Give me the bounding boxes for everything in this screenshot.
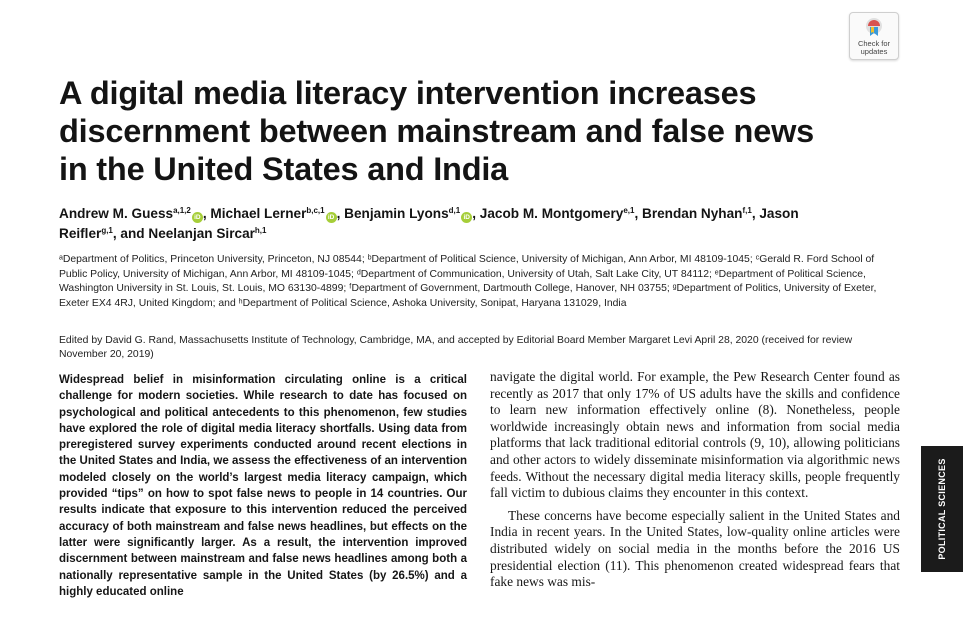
author-affiliation-marks: g,1: [101, 225, 113, 235]
affiliations: ᵃDepartment of Politics, Princeton University, Princeton, NJ 08544; ᵇDepartment of Political Science, University of Michigan, Ann Arbor, MI 48109-1045; ᶜGerald R. Ford School of Public Policy, University of Michigan, Ann Arbor, MI 48109-1045; ᵈDepartment of Communication, University of Utah, Salt Lake City, UT 84112; ᵉDepartment of Political Science, Washington University in St. Louis, St. Louis, MO 63130-4899; ᶠDepartment of Government, Dartmouth College, Hanover, NH 03755; ᵍDepartment of Politics, University of Exeter, Exeter EX4 4RJ, United Kingdom; and ʰDepartment of Political Science, Ashoka University, Sonipat, Haryana 131029, India: [59, 254, 877, 309]
author-affiliation-marks: f,1: [742, 206, 752, 215]
section-tab: [921, 446, 963, 572]
author-name: Jason Reifler: [59, 206, 799, 241]
check-for-updates-badge[interactable]: [849, 12, 899, 60]
article-title: A digital media literacy intervention increases discernment between mainstream and false news in the United States and India: [59, 75, 815, 187]
author[interactable]: [480, 206, 635, 221]
author[interactable]: [148, 226, 266, 241]
section-tab-label: POLITICAL SCIENCES: [937, 458, 947, 560]
edited-by: Edited by David G. Rand, Massachusetts Institute of Technology, Cambridge, MA, and accepted by Editorial Board Member Margaret Levi April 28, 2020 (received for review November 20, 2019): [59, 335, 853, 360]
author-affiliation-marks: a,1,2: [173, 206, 191, 215]
author-name: Jacob M. Montgomery: [479, 206, 624, 221]
author-separator: ,: [751, 206, 760, 221]
author-affiliation-marks: e,1: [623, 206, 635, 215]
author-list: [59, 204, 859, 243]
badge-line1: Check for: [857, 39, 891, 48]
author[interactable]: [210, 206, 336, 221]
author-separator: ,: [336, 206, 345, 221]
orcid-icon[interactable]: iD: [461, 212, 472, 223]
author-name: Neelanjan Sircar: [148, 225, 255, 241]
orcid-icon[interactable]: iD: [326, 212, 337, 223]
body-column: [490, 369, 900, 591]
author[interactable]: [344, 206, 472, 221]
author-separator: ,: [634, 206, 642, 221]
author-name: Brendan Nyhan: [642, 206, 743, 221]
body-paragraph-2: These concerns have become especially salient in the United States and India in recent years. In the United States, low-quality online articles were distributed widely on social media in the months before the 2016 US presidential election (11). This phenomenon created widespread fears that fake news was mis-: [490, 507, 900, 590]
crossmark-icon: [864, 17, 884, 39]
author[interactable]: [642, 206, 752, 221]
author[interactable]: [59, 206, 203, 221]
badge-line2: updates: [860, 47, 888, 56]
author-name: Michael Lerner: [210, 206, 307, 221]
author-separator: ,: [472, 206, 480, 221]
orcid-icon[interactable]: iD: [192, 212, 203, 223]
author-separator: ,: [202, 206, 211, 221]
author-affiliation-marks: h,1: [254, 225, 267, 235]
abstract: Widespread belief in misinformation circulating online is a critical challenge for modern societies. While research to date has focused on psychological and political antecedents to this phenomenon, few studies have explored the role of digital media literacy shortfalls. Using data from preregistered survey experiments conducted around recent elections in the United States and India, we assess the effectiveness of an intervention modeled closely on the world’s largest media literacy campaign, which provided “tips” on how to spot false news to people in 14 countries. Our results indicate that exposure to this intervention reduced the perceived accuracy of both mainstream and false news headlines, but effects on the latter were significantly larger. As a result, the intervention improved discernment between mainstream and false news headlines among both a nationally representative sample in the United States (by 26.5%) and a highly educated online: [59, 374, 467, 598]
body-paragraph-1: navigate the digital world. For example, the Pew Research Center found as recently as 2017 that only 17% of US adults have the skills and confidence to learn new information effectively online (8). Nonetheless, people worldwide increasingly obtain news and information from social media platforms that lack traditional editorial controls (9, 10), allowing politicians and other actors to widely disseminate misinformation via algorithmic news feeds. Without the necessary digital media literacy skills, people frequently fall victim to dubious claims they encounter in this context.: [490, 369, 900, 501]
author-affiliation-marks: b,c,1: [306, 206, 325, 215]
author-name: Benjamin Lyons: [344, 206, 449, 221]
author-affiliation-marks: d,1: [448, 206, 461, 215]
author-name: Andrew M. Guess: [59, 206, 174, 221]
author-separator: , and: [112, 225, 149, 241]
